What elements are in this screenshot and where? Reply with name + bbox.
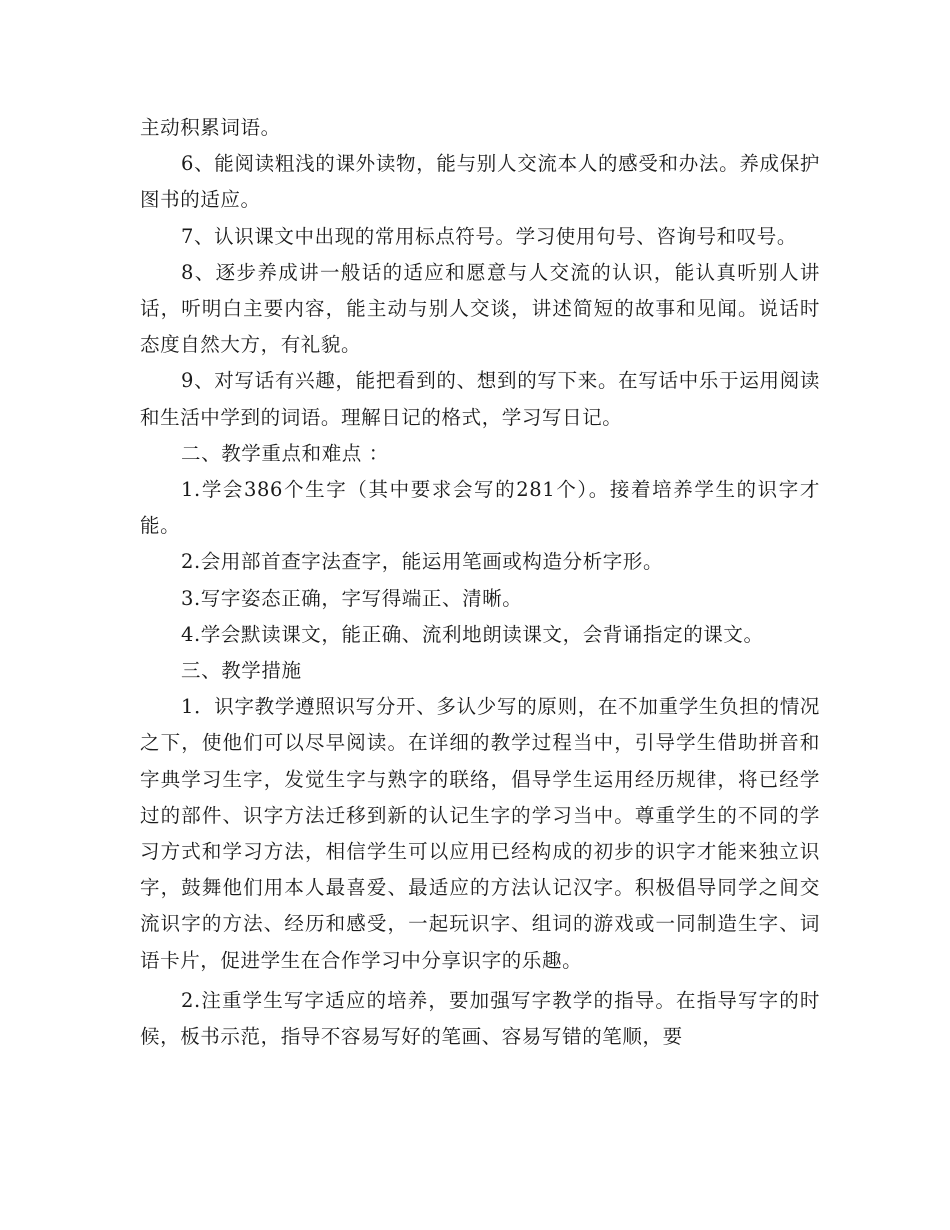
- list-item: 2.注重学生写字适应的培养，要加强写字教学的指导。在指导写字的时候，板书示范，指导不容易写好的笔画、容易写错的笔顺，要: [140, 988, 820, 1049]
- section-heading: 二、教学重点和难点 ：: [181, 441, 389, 465]
- paragraph: 7、认识课文中出现的常用标点符号。学习使用句号、咨询号和叹号。: [181, 224, 798, 248]
- list-item: 4.学会默读课文，能正确、流利地朗读课文，会背诵指定的课文。: [181, 622, 764, 646]
- paragraph: 主动积累词语。: [140, 116, 281, 139]
- document-body: [140, 110, 820, 1055]
- list-item: 1.学会386个生字（其中要求会写的281个）。接着培养学生的识字才能。: [140, 478, 820, 538]
- list-item: 3.写字姿态正确，字写得端正、清晰。: [181, 586, 523, 610]
- section-heading: 三、教学措施: [181, 659, 302, 683]
- paragraph: 9、对写话有兴趣，能把看到的、想到的写下来。在写话中乐于运用阅读和生活中学到的词语。理解日记的格式，学习写日记。: [140, 369, 820, 429]
- paragraph: 8、逐步养成讲一般话的适应和愿意与人交流的认识，能认真听别人讲话，听明白主要内容，能主动与别人交谈，讲述简短的故事和见闻。说话时态度自然大方，有礼貌。: [140, 260, 820, 357]
- paragraph: 6、能阅读粗浅的课外读物，能与别人交流本人的感受和办法。养成保护图书的适应。: [140, 152, 820, 212]
- list-item: 2.会用部首查字法查字，能运用笔画或构造分析字形。: [181, 550, 664, 574]
- list-item: 1．识字教学遵照识写分开、多认少写的原则，在不加重学生负担的情况之下，使他们可以尽早阅读。在详细的教学过程当中，引导学生借助拼音和字典学习生字，发觉生字与熟字的联络，倡导学生运用经历规律，将已经学过的部件、识字方法迁移到新的认记生字的学习当中。尊重学生的不同的学习方式和学习方法，相信学生可以应用已经构成的初步的识字才能来独立识字，鼓舞他们用本人最喜爱、最适应的方法认记汉字。积极倡导同学之间交流识字的方法、经历和感受，一起玩识字、组词的游戏或一同制造生字、词语卡片，促进学生在合作学习中分享识字的乐趣。: [140, 695, 820, 972]
